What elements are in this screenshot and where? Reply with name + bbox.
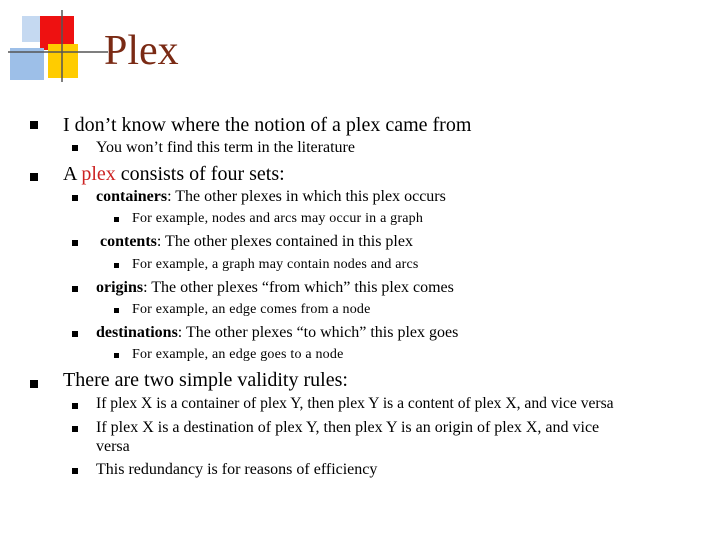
bullet-square bbox=[114, 353, 119, 358]
bullet-text-rest: : The other plexes “to which” this plex goes bbox=[177, 324, 459, 341]
logo-yellow-square bbox=[48, 44, 78, 78]
bullet-text: There are two simple validity rules: bbox=[63, 369, 348, 391]
bullet-text bbox=[63, 164, 285, 184]
bullet-text: If plex X is a container of plex Y, then plex Y is a content of plex X, and vice versa bbox=[96, 395, 614, 412]
slide-title: Plex bbox=[104, 28, 179, 74]
bullet-text: For example, nodes and arcs may occur in a graph bbox=[132, 211, 424, 226]
bullet-square bbox=[72, 468, 78, 474]
bullet-text: For example, an edge goes to a node bbox=[132, 347, 344, 362]
bullet-text bbox=[96, 325, 458, 341]
bullet-text: I don’t know where the notion of a plex came from bbox=[63, 114, 472, 136]
bold-term: origins bbox=[96, 279, 144, 296]
bullet-text: This redundancy is for reasons of efficiency bbox=[96, 461, 378, 478]
bullet-square bbox=[30, 121, 38, 129]
logo-blue-square bbox=[10, 48, 44, 80]
bullet-text bbox=[96, 280, 454, 296]
bullet-square bbox=[72, 331, 78, 337]
bullet-text: For example, a graph may contain nodes and arcs bbox=[132, 257, 419, 272]
bullet-text-rest: : The other plexes “from which” this plex comes bbox=[143, 279, 454, 296]
highlighted-term: plex bbox=[81, 163, 116, 185]
bullet-square bbox=[72, 145, 78, 151]
bullet-text-rest: : The other plexes contained in this plex bbox=[156, 233, 413, 250]
bullet-text bbox=[100, 234, 413, 250]
bullet-square bbox=[114, 217, 119, 222]
bullet-text: If plex X is a destination of plex Y, then plex Y is an origin of plex X, and vice bbox=[96, 419, 600, 436]
bullet-square bbox=[72, 195, 78, 201]
bullet-text-rest: : The other plexes in which this plex occurs bbox=[167, 188, 446, 205]
bullet-square bbox=[72, 240, 78, 246]
bullet-text-post: consists of four sets: bbox=[115, 163, 285, 185]
bullet-text-continuation: versa bbox=[96, 438, 130, 455]
bullet-square bbox=[72, 286, 78, 292]
bullet-square bbox=[72, 403, 78, 409]
bullet-text: You won’t find this term in the literature bbox=[96, 139, 355, 156]
bold-term: contents bbox=[100, 233, 157, 250]
bold-term: destinations bbox=[96, 324, 178, 341]
bullet-text: For example, an edge comes from a node bbox=[132, 302, 371, 317]
colored-squares-logo-icon bbox=[8, 10, 108, 82]
bullet-square bbox=[114, 308, 119, 313]
bullet-text-pre: A bbox=[63, 163, 82, 185]
bold-term: containers bbox=[96, 188, 168, 205]
bullet-square bbox=[114, 263, 119, 268]
bullet-square bbox=[72, 426, 78, 432]
bullet-square bbox=[30, 380, 38, 388]
bullet-text bbox=[96, 189, 446, 205]
bullet-square bbox=[30, 173, 38, 181]
logo-blue-square-small bbox=[22, 16, 40, 42]
